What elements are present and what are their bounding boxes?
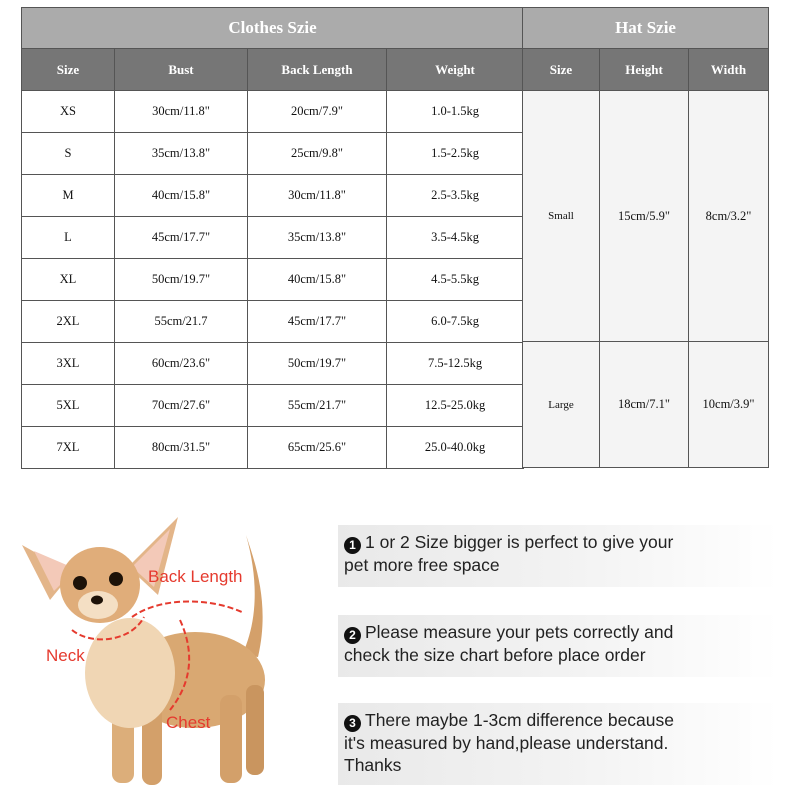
dog-eye [109, 572, 123, 586]
bust-cell: 50cm/19.7" [115, 259, 248, 301]
weight-cell: 6.0-7.5kg [387, 301, 524, 343]
hat-width-cell: 8cm/3.2" [689, 91, 769, 342]
dog-chest [85, 618, 175, 728]
hat-header-size: Size [523, 49, 600, 91]
size-cell: 3XL [22, 343, 115, 385]
clothes-size-table [21, 7, 524, 469]
weight-cell: 2.5-3.5kg [387, 175, 524, 217]
back-length-cell: 65cm/25.6" [248, 427, 387, 469]
weight-cell: 1.0-1.5kg [387, 91, 524, 133]
table-row [22, 259, 524, 301]
table-row [22, 175, 524, 217]
chest-label: Chest [166, 713, 211, 732]
bust-cell: 30cm/11.8" [115, 91, 248, 133]
size-cell: 2XL [22, 301, 115, 343]
tip-line: 1 or 2 Size bigger is perfect to give your [365, 532, 674, 552]
weight-cell: 25.0-40.0kg [387, 427, 524, 469]
tip-2 [338, 615, 778, 677]
table-row [22, 343, 524, 385]
tip-line: pet more free space [344, 555, 500, 575]
size-cell: 7XL [22, 427, 115, 469]
back-length-cell: 20cm/7.9" [248, 91, 387, 133]
bust-cell: 45cm/17.7" [115, 217, 248, 259]
size-cell: XS [22, 91, 115, 133]
bust-cell: 80cm/31.5" [115, 427, 248, 469]
weight-cell: 1.5-2.5kg [387, 133, 524, 175]
size-cell: 5XL [22, 385, 115, 427]
header-bust: Bust [115, 49, 248, 91]
tip-3 [338, 703, 778, 785]
size-cell: XL [22, 259, 115, 301]
back-length-cell: 40cm/15.8" [248, 259, 387, 301]
clothes-table-title: Clothes Szie [22, 8, 524, 49]
neck-label: Neck [46, 646, 85, 665]
bust-cell: 40cm/15.8" [115, 175, 248, 217]
size-cell: L [22, 217, 115, 259]
weight-cell: 3.5-4.5kg [387, 217, 524, 259]
weight-cell: 4.5-5.5kg [387, 259, 524, 301]
number-badge: 1 [344, 537, 361, 554]
tip-1 [338, 525, 778, 587]
back-length-cell: 35cm/13.8" [248, 217, 387, 259]
bust-cell: 55cm/21.7 [115, 301, 248, 343]
back-length-cell: 30cm/11.8" [248, 175, 387, 217]
hat-size-cell: Small [523, 91, 600, 342]
hat-size-cell: Large [523, 342, 600, 468]
number-badge: 3 [344, 715, 361, 732]
tip-line: There maybe 1-3cm difference because [365, 710, 675, 730]
table-row [22, 385, 524, 427]
tip-line: Please measure your pets correctly and [365, 622, 674, 642]
back-length-cell: 45cm/17.7" [248, 301, 387, 343]
hat-width-cell: 10cm/3.9" [689, 342, 769, 468]
dog-nose [91, 596, 103, 605]
table-row [22, 427, 524, 469]
tip-line: Thanks [344, 755, 402, 775]
weight-cell: 7.5-12.5kg [387, 343, 524, 385]
bust-cell: 35cm/13.8" [115, 133, 248, 175]
dog-muzzle [78, 591, 118, 619]
hat-header-width: Width [689, 49, 769, 91]
number-badge: 2 [344, 627, 361, 644]
back-length-cell: 25cm/9.8" [248, 133, 387, 175]
header-size: Size [22, 49, 115, 91]
hat-height-cell: 18cm/7.1" [600, 342, 689, 468]
table-row [22, 91, 524, 133]
bust-cell: 70cm/27.6" [115, 385, 248, 427]
tip-line: it's measured by hand,please understand. [344, 733, 669, 753]
hat-height-cell: 15cm/5.9" [600, 91, 689, 342]
tip-line: check the size chart before place order [344, 645, 646, 665]
hat-header-height: Height [600, 49, 689, 91]
hat-size-table [522, 7, 769, 468]
back-length-cell: 50cm/19.7" [248, 343, 387, 385]
bust-cell: 60cm/23.6" [115, 343, 248, 385]
back-length-cell: 55cm/21.7" [248, 385, 387, 427]
hat-table-title: Hat Szie [523, 8, 769, 49]
dog-eye [73, 576, 87, 590]
table-row [22, 133, 524, 175]
back-length-line [132, 601, 244, 617]
back-length-label: Back Length [148, 567, 243, 586]
header-back-length: Back Length [248, 49, 387, 91]
size-cell: M [22, 175, 115, 217]
weight-cell: 12.5-25.0kg [387, 385, 524, 427]
dog-tail [242, 535, 263, 657]
dog-leg [220, 695, 242, 783]
table-row [22, 217, 524, 259]
size-cell: S [22, 133, 115, 175]
header-weight: Weight [387, 49, 524, 91]
table-row [22, 301, 524, 343]
dog-leg [246, 685, 264, 775]
